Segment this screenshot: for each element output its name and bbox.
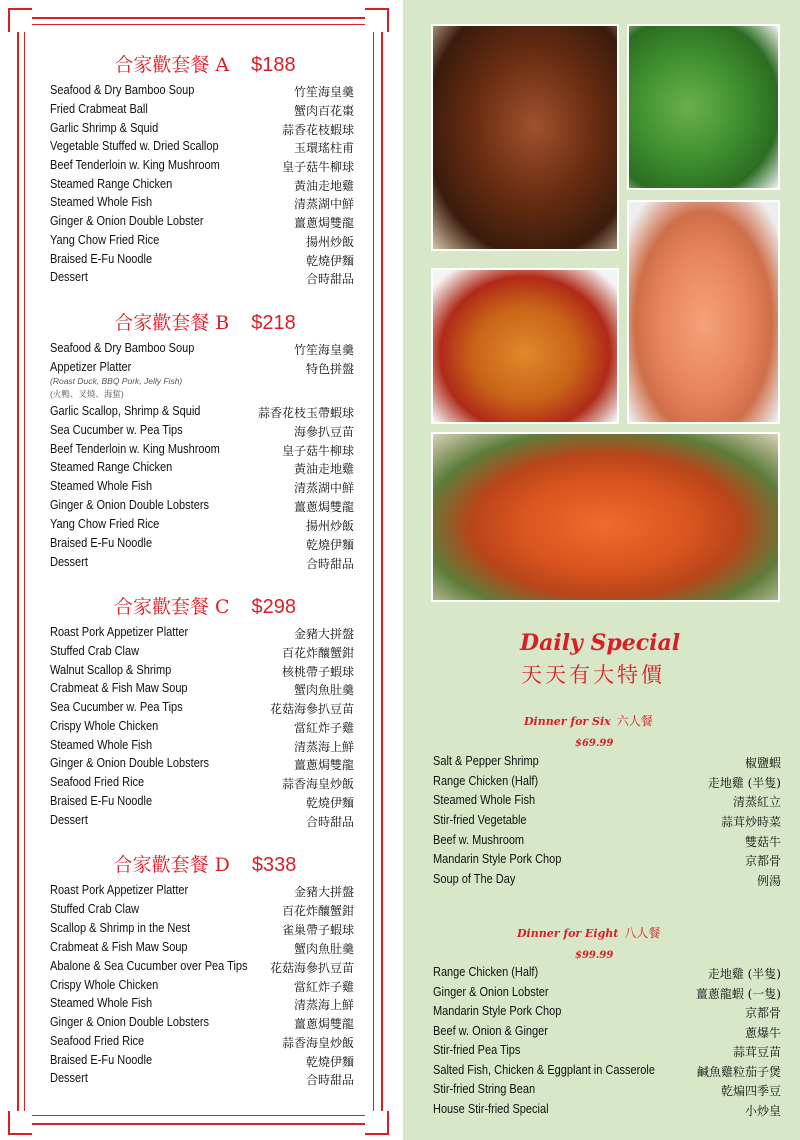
item-zh: 當紅炸子雞 [293, 980, 354, 994]
menu-item [50, 978, 354, 997]
set-a-title [50, 50, 360, 77]
menu-item [50, 270, 354, 289]
item-en: Dessert [50, 1071, 88, 1085]
item-zh: 合時甜品 [305, 815, 354, 829]
item-zh: 蟹肉魚肚羹 [293, 942, 354, 956]
crab-photo [431, 432, 780, 602]
item-en: Crabmeat & Fish Maw Soup [50, 681, 188, 695]
set-d-title [50, 850, 360, 877]
item-en: Roast Pork Appetizer Platter [50, 625, 189, 639]
set-price: $338 [251, 854, 297, 876]
item-zh: 當紅炸子雞 [293, 721, 354, 735]
menu-item [50, 940, 354, 959]
item-en: Seafood Fried Rice [50, 775, 145, 789]
item-zh: 蔥爆牛 [744, 1026, 781, 1040]
item-zh: 薑蔥焗雙龍 [293, 1017, 354, 1031]
special-item [433, 1102, 781, 1121]
item-zh: 薑蔥焗雙龍 [293, 500, 354, 514]
menu-item [50, 719, 354, 738]
item-en: Steamed Whole Fish [50, 479, 153, 493]
menu-item [50, 102, 354, 121]
dinner-label-en: Dinner for Eight [517, 927, 619, 940]
item-en: Range Chicken (Half) [433, 965, 539, 979]
menu-item [50, 404, 354, 423]
dinner-for-six-label [524, 712, 653, 729]
item-en: Steamed Range Chicken [50, 460, 173, 474]
menu-item [50, 996, 354, 1015]
item-zh: 薑蔥龍蝦 (一隻) [695, 987, 781, 1001]
item-zh: 清蒸湖中鮮 [293, 481, 354, 495]
item-zh: 蒜茸豆苗 [732, 1045, 781, 1059]
menu-item [50, 341, 354, 360]
set-price: $218 [251, 312, 296, 334]
dinner-label-zh: 八人餐 [624, 926, 661, 940]
menu-item [50, 460, 354, 479]
item-en: Seafood Fried Rice [50, 1034, 145, 1048]
menu-item [50, 158, 354, 177]
dinner-label-en: Dinner for Six [524, 715, 611, 728]
item-zh: 核桃帶子蝦球 [281, 665, 354, 679]
item-zh: 蒜香海皇炒飯 [281, 1036, 354, 1050]
item-en: Braised E-Fu Noodle [50, 794, 153, 808]
set-name: 合家歡套餐 D [113, 854, 230, 876]
item-en: Sea Cucumber w. Pea Tips [50, 700, 183, 714]
special-item [433, 754, 781, 773]
menu-item [50, 921, 354, 940]
item-zh: 例湯 [756, 874, 781, 888]
menu-item [50, 959, 354, 978]
menu-item [50, 517, 354, 536]
item-en: Dessert [50, 270, 88, 284]
item-zh: 特色拼盤 [305, 362, 354, 376]
item-en: Vegetable Stuffed w. Dried Scallop [50, 139, 219, 153]
item-en: Stir-fried Pea Tips [433, 1043, 521, 1057]
item-zh: 蟹肉魚肚羹 [293, 683, 354, 697]
item-zh: 鹹魚雞粒茄子煲 [696, 1065, 781, 1079]
item-zh: 雀巢帶子蝦球 [281, 923, 354, 937]
item-en: Scallop & Shrimp in the Nest [50, 921, 191, 935]
item-zh: 竹笙海皇羹 [293, 343, 354, 357]
menu-item [50, 423, 354, 442]
menu-item [50, 195, 354, 214]
menu-item [50, 177, 354, 196]
dinner-label-zh: 六人餐 [616, 714, 653, 728]
item-zh: 小炒皇 [744, 1104, 781, 1118]
item-en: Dessert [50, 813, 88, 827]
item-zh: 蟹肉百花棗 [293, 104, 354, 118]
menu-item [50, 1053, 354, 1072]
menu-item [50, 479, 354, 498]
item-en: Ginger & Onion Double Lobsters [50, 1015, 209, 1029]
item-zh: 百花炸釀蟹鉗 [281, 904, 354, 918]
item-en: Fried Crabmeat Ball [50, 102, 148, 116]
set-price: $298 [251, 596, 297, 618]
item-zh: 花菇海參扒豆苗 [269, 702, 354, 716]
item-en: Braised E-Fu Noodle [50, 252, 153, 266]
special-item [433, 872, 781, 891]
item-zh: 竹笙海皇羹 [293, 85, 354, 99]
item-en: Crabmeat & Fish Maw Soup [50, 940, 188, 954]
menu-item [50, 644, 354, 663]
item-en: Ginger & Onion Lobster [433, 985, 549, 999]
menu-item [50, 214, 354, 233]
platter-note-en: (Roast Duck, BBQ Pork, Jelly Fish) [50, 376, 183, 386]
special-item [433, 813, 781, 832]
item-zh: 蒜香花枝蝦球 [281, 123, 354, 137]
set-name: 合家歡套餐 C [113, 596, 230, 618]
item-zh: 黃油走地雞 [293, 462, 354, 476]
dinner-for-six-price: $69.99 [575, 738, 614, 749]
salt-pepper-shrimp-photo [627, 200, 780, 424]
special-item [433, 833, 781, 852]
item-en: Roast Pork Appetizer Platter [50, 883, 189, 897]
border-corner [8, 1111, 32, 1135]
item-zh: 合時甜品 [305, 272, 354, 286]
item-zh: 乾燒伊麵 [305, 1055, 354, 1069]
item-en: Walnut Scallop & Shrimp [50, 663, 172, 677]
set-price: $188 [251, 54, 296, 76]
daily-special-title: Daily Special [520, 630, 681, 656]
item-zh: 合時甜品 [305, 1073, 354, 1087]
item-en: Garlic Scallop, Shrimp & Squid [50, 404, 201, 418]
menu-item [50, 794, 354, 813]
item-zh: 玉環瑤柱甫 [293, 141, 354, 155]
item-en: Yang Chow Fried Rice [50, 233, 160, 247]
border-corner [365, 1111, 389, 1135]
menu-item [50, 625, 354, 644]
item-zh: 京都骨 [744, 854, 781, 868]
special-item [433, 774, 781, 793]
item-zh: 蒜茸炒時菜 [720, 815, 781, 829]
menu-item [50, 442, 354, 461]
set-b-title [50, 308, 360, 335]
item-zh: 皇子菇牛柳球 [281, 444, 354, 458]
menu-item [50, 813, 354, 832]
item-en: Beef Tenderloin w. King Mushroom [50, 442, 220, 456]
item-en: Stuffed Crab Claw [50, 644, 140, 658]
item-en: House Stir-fried Special [433, 1102, 549, 1116]
item-en: Seafood & Dry Bamboo Soup [50, 341, 195, 355]
set-name: 合家歡套餐 A [114, 54, 230, 76]
item-zh: 清蒸海上鮮 [293, 740, 354, 754]
item-zh: 合時甜品 [305, 557, 354, 571]
item-zh: 揚州炒飯 [305, 235, 354, 249]
menu-item [50, 738, 354, 757]
item-zh: 黃油走地雞 [293, 179, 354, 193]
item-zh: 椒鹽蝦 [744, 756, 781, 770]
item-en: Crispy Whole Chicken [50, 719, 159, 733]
set-name: 合家歡套餐 B [114, 312, 230, 334]
item-en: Mandarin Style Pork Chop [433, 1004, 562, 1018]
item-zh: 乾燒伊麵 [305, 538, 354, 552]
menu-item [50, 139, 354, 158]
special-item [433, 852, 781, 871]
item-zh: 雙菇牛 [744, 835, 781, 849]
menu-item [50, 1034, 354, 1053]
item-en: Range Chicken (Half) [433, 774, 539, 788]
border-corner [8, 8, 32, 32]
item-zh: 京都骨 [744, 1006, 781, 1020]
item-zh: 乾燒伊麵 [305, 796, 354, 810]
item-en: Steamed Whole Fish [433, 793, 536, 807]
dinner-for-eight-price: $99.99 [575, 950, 614, 961]
item-en: Dessert [50, 555, 88, 569]
menu-item [50, 700, 354, 719]
item-en: Mandarin Style Pork Chop [433, 852, 562, 866]
item-en: Beef w. Mushroom [433, 833, 525, 847]
daily-special-title-zh: 天天有大特價 [521, 663, 665, 687]
item-en: Steamed Whole Fish [50, 996, 153, 1010]
item-en: Beef Tenderloin w. King Mushroom [50, 158, 220, 172]
item-en: Steamed Whole Fish [50, 195, 153, 209]
menu-item [50, 756, 354, 775]
item-en: Steamed Whole Fish [50, 738, 153, 752]
item-en: Abalone & Sea Cucumber over Pea Tips [50, 959, 248, 973]
special-item [433, 1043, 781, 1062]
stir-fried-greens-photo [627, 24, 780, 190]
menu-item [50, 252, 354, 271]
item-en: Stuffed Crab Claw [50, 902, 140, 916]
menu-item [50, 1071, 354, 1090]
menu-item [50, 83, 354, 102]
menu-item [50, 775, 354, 794]
special-item [433, 793, 781, 812]
item-zh: 薑蔥焗雙龍 [293, 758, 354, 772]
item-en: Crispy Whole Chicken [50, 978, 159, 992]
item-zh: 清蒸海上鮮 [293, 998, 354, 1012]
item-zh: 清蒸紅立 [732, 795, 781, 809]
dinner-for-eight-label [517, 924, 660, 941]
special-item [433, 965, 781, 984]
item-zh: 走地雞 (半隻) [707, 776, 781, 790]
item-en: Yang Chow Fried Rice [50, 517, 160, 531]
menu-item [50, 536, 354, 555]
item-en: Garlic Shrimp & Squid [50, 121, 159, 135]
item-zh: 走地雞 (半隻) [707, 967, 781, 981]
item-en: Salt & Pepper Shrimp [433, 754, 539, 768]
special-item [433, 1082, 781, 1101]
menu-item [50, 902, 354, 921]
menu-item [50, 883, 354, 902]
item-zh: 清蒸湖中鮮 [293, 197, 354, 211]
menu-item [50, 498, 354, 517]
border-corner [365, 8, 389, 32]
item-zh: 乾煸四季豆 [720, 1084, 781, 1098]
item-en: Ginger & Onion Double Lobster [50, 214, 204, 228]
menu-item [50, 555, 354, 574]
menu-item [50, 663, 354, 682]
item-zh: 揚州炒飯 [305, 519, 354, 533]
item-en: Appetizer Platter [50, 360, 132, 374]
item-en: Soup of The Day [433, 872, 516, 886]
item-en: Stir-fried String Bean [433, 1082, 536, 1096]
item-zh: 蒜香花枝玉帶蝦球 [257, 406, 354, 420]
platter-note-zh: (火鴨、叉燒、海蜇) [50, 389, 124, 399]
item-zh: 百花炸釀蟹鉗 [281, 646, 354, 660]
item-en: Ginger & Onion Double Lobsters [50, 756, 209, 770]
special-item [433, 1063, 781, 1082]
item-en: Ginger & Onion Double Lobsters [50, 498, 209, 512]
braised-pork-belly-photo [431, 24, 619, 251]
item-zh: 皇子菇牛柳球 [281, 160, 354, 174]
menu-item [50, 1015, 354, 1034]
menu-item [50, 681, 354, 700]
item-en: Seafood & Dry Bamboo Soup [50, 83, 195, 97]
item-zh: 金豬大拼盤 [293, 627, 354, 641]
special-item [433, 1004, 781, 1023]
item-en: Beef w. Onion & Ginger [433, 1024, 548, 1038]
item-zh: 蒜香海皇炒飯 [281, 777, 354, 791]
item-en: Braised E-Fu Noodle [50, 1053, 153, 1067]
special-item [433, 1024, 781, 1043]
menu-item [50, 233, 354, 252]
item-en: Braised E-Fu Noodle [50, 536, 153, 550]
item-en: Sea Cucumber w. Pea Tips [50, 423, 183, 437]
set-c-title [50, 592, 360, 619]
item-zh: 海參扒豆苗 [293, 425, 354, 439]
item-zh: 金豬大拼盤 [293, 885, 354, 899]
special-item [433, 985, 781, 1004]
sweet-sour-pork-photo [431, 268, 619, 424]
item-en: Salted Fish, Chicken & Eggplant in Casserole [433, 1063, 655, 1077]
menu-item [50, 121, 354, 140]
item-en: Stir-fried Vegetable [433, 813, 527, 827]
item-zh: 薑蔥焗雙龍 [293, 216, 354, 230]
item-zh: 乾燒伊麵 [305, 254, 354, 268]
item-en: Steamed Range Chicken [50, 177, 173, 191]
item-zh: 花菇海參扒豆苗 [269, 961, 354, 975]
